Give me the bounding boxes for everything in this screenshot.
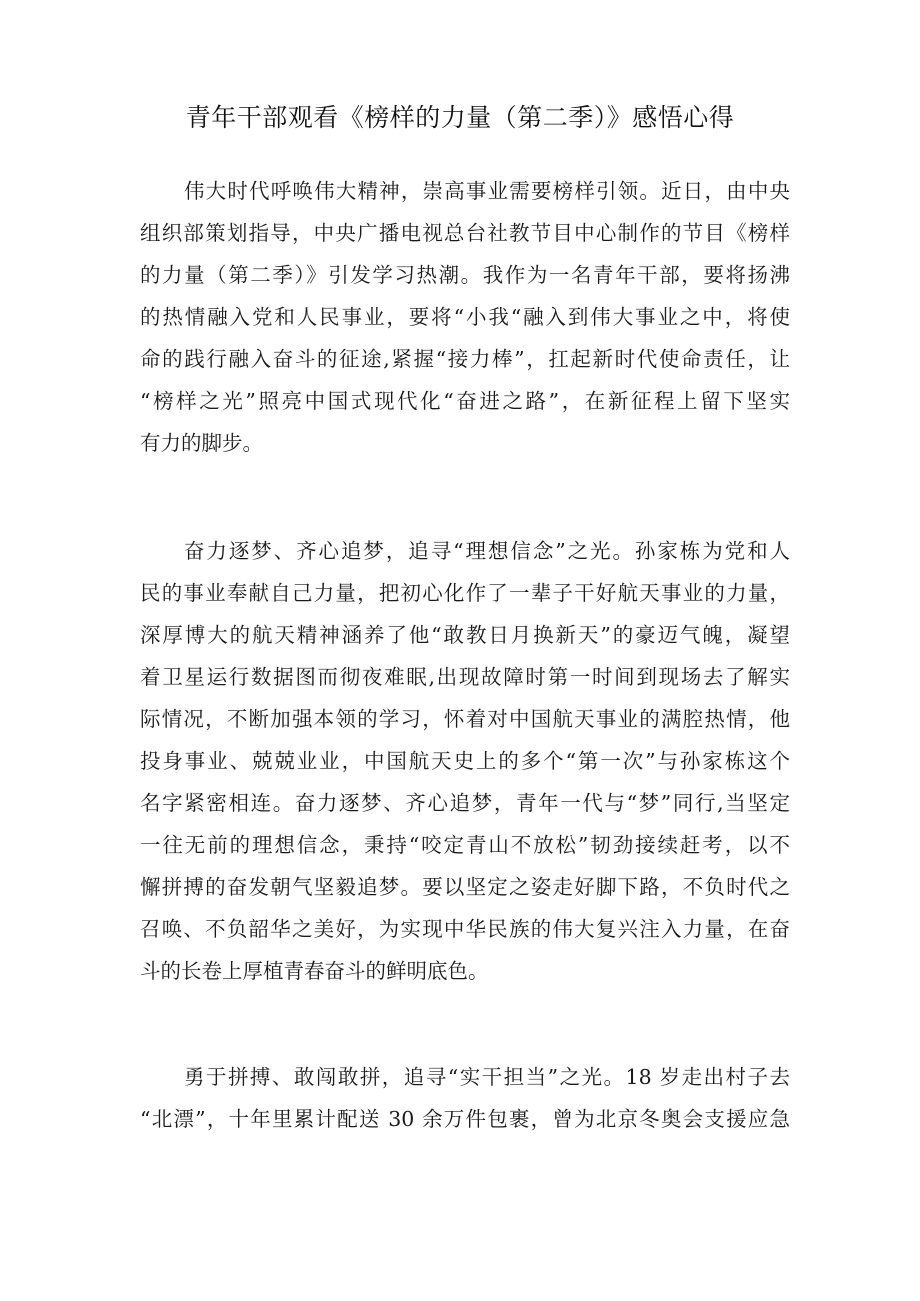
paragraph-line: 着卫星运行数据图而彻夜难眠,出现故障时第一时间到现场去了解实: [140, 665, 790, 689]
paragraph-line: 有力的脚步。: [140, 431, 263, 455]
paragraph-line: 召唤、不负韶华之美好，为实现中华民族的伟大复兴注入力量，在奋: [140, 917, 790, 941]
paragraph-line: 投身事业、兢兢业业，中国航天史上的多个“第一次”与孙家栋这个: [140, 749, 790, 773]
paragraph-2: [140, 530, 790, 992]
paragraph-line: 奋力逐梦、齐心追梦，追寻“理想信念”之光。孙家栋为党和人: [184, 539, 790, 563]
paragraph-3: [140, 1056, 790, 1140]
paragraph-1: [140, 170, 790, 464]
paragraph-line: “榜样之光”照亮中国式现代化“奋进之路”，在新征程上留下坚实: [140, 389, 790, 413]
paragraph-line: 的力量（第二季）》引发学习热潮。我作为一名青年干部，要将扬沸: [140, 263, 790, 287]
paragraph-line: 懈拼搏的奋发朝气坚毅追梦。要以坚定之姿走好脚下路，不负时代之: [140, 875, 790, 899]
paragraph-line: 一往无前的理想信念，秉持“咬定青山不放松”韧劲接续赶考，以不: [140, 833, 790, 857]
paragraph-line: 名字紧密相连。奋力逐梦、齐心追梦，青年一代与“梦”同行,当坚定: [140, 791, 790, 815]
paragraph-line: 民的事业奉献自己力量，把初心化作了一辈子干好航天事业的力量，: [140, 581, 790, 605]
paragraph-line: 的热情融入党和人民事业，要将“小我“融入到伟大事业之中，将使: [140, 305, 790, 329]
paragraph-line: 勇于拼搏、敢闯敢拼，追寻“实干担当”之光。18 岁走出村子去: [184, 1065, 790, 1089]
paragraph-line: 深厚博大的航天精神涵养了他“敢教日月换新天”的豪迈气魄，凝望: [140, 623, 790, 647]
paragraph-line: 组织部策划指导，中央广播电视总台社教节目中心制作的节目《榜样: [140, 221, 790, 245]
paragraph-line: 命的践行融入奋斗的征途,紧握“接力棒”，扛起新时代使命责任，让: [140, 347, 790, 371]
paragraph-line: 伟大时代呼唤伟大精神，崇高事业需要榜样引领。近日，由中央: [184, 179, 790, 203]
paragraph-line: 斗的长卷上厚植青春奋斗的鲜明底色。: [140, 959, 489, 983]
paragraph-line: 际情况，不断加强本领的学习，怀着对中国航天事业的满腔热情，他: [140, 707, 790, 731]
paragraph-line: “北漂”，十年里累计配送 30 余万件包裹，曾为北京冬奥会支援应急: [140, 1107, 790, 1131]
document-title: 青年干部观看《榜样的力量（第二季）》感悟心得: [185, 103, 735, 132]
